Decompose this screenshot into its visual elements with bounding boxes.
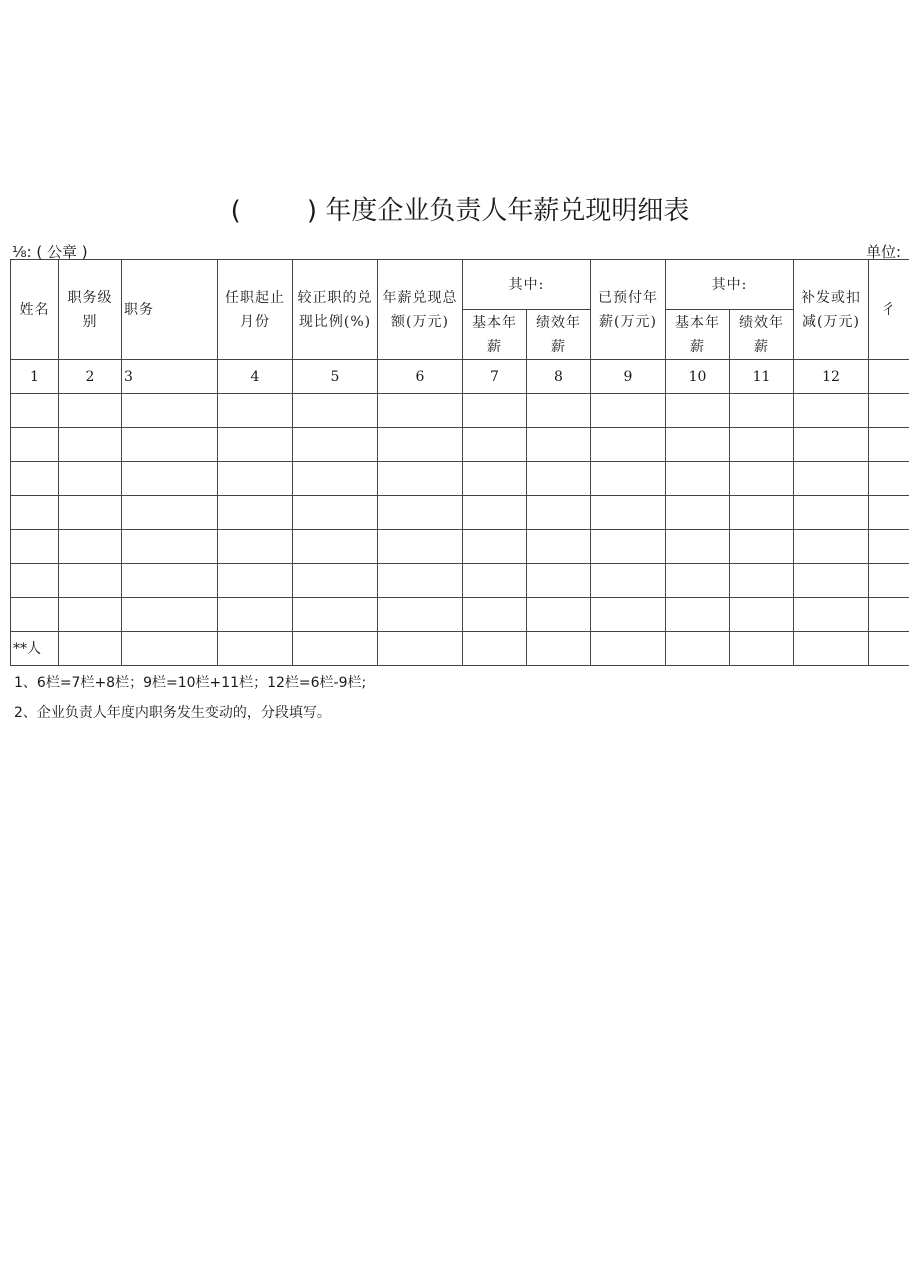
index-cell: 9 [591,360,666,394]
header-base-2: 基本年薪 [666,310,730,360]
index-row [11,360,909,394]
header-adjust: 补发或扣减(万元) [794,260,869,360]
unit-stamp-label: ⅛: ( 公章 ) [12,243,88,261]
header-prepaid: 已预付年薪(万元) [591,260,666,360]
index-cell: 6 [378,360,463,394]
table-row [11,598,909,632]
header-of-which-1: 其中: [463,260,591,310]
index-cell: 5 [293,360,378,394]
header-perf-2: 绩效年薪 [730,310,794,360]
header-total: 年薪兑现总额(万元) [378,260,463,360]
index-cell: 10 [666,360,730,394]
index-cell: 4 [218,360,293,394]
index-cell: 12 [794,360,869,394]
note-1: 1、6栏=7栏+8栏；9栏=10栏+11栏；12栏=6栏-9栏; [14,675,367,691]
table-row [11,530,909,564]
table-row [11,428,909,462]
header-name: 姓名 [11,260,59,360]
table-row [11,564,909,598]
index-cell [869,360,909,394]
index-cell: 11 [730,360,794,394]
header-job-level: 职务级别 [59,260,122,360]
index-cell: 7 [463,360,527,394]
header-ratio: 较正职的兑现比例(%) [293,260,378,360]
total-row [11,632,909,666]
note-2: 2、企业负责人年度内职务发生变动的，分段填写。 [14,705,331,721]
total-label: **人 [11,632,59,666]
header-of-which-2: 其中: [666,260,794,310]
header-cut-off: 彳 [869,260,909,360]
header-term: 任职起止月份 [218,260,293,360]
table-row [11,462,909,496]
index-cell: 8 [527,360,591,394]
index-cell: 2 [59,360,122,394]
table-row [11,394,909,428]
index-cell: 3 [122,360,218,394]
document-title: ( ) 年度企业负责人年薪兑现明细表 [230,196,690,226]
table-row [11,496,909,530]
header-position: 职务 [122,260,218,360]
salary-detail-table [10,259,909,666]
index-cell: 1 [11,360,59,394]
unit-label: 单位: [866,243,902,261]
header-perf-1: 绩效年薪 [527,310,591,360]
header-base-1: 基本年薪 [463,310,527,360]
